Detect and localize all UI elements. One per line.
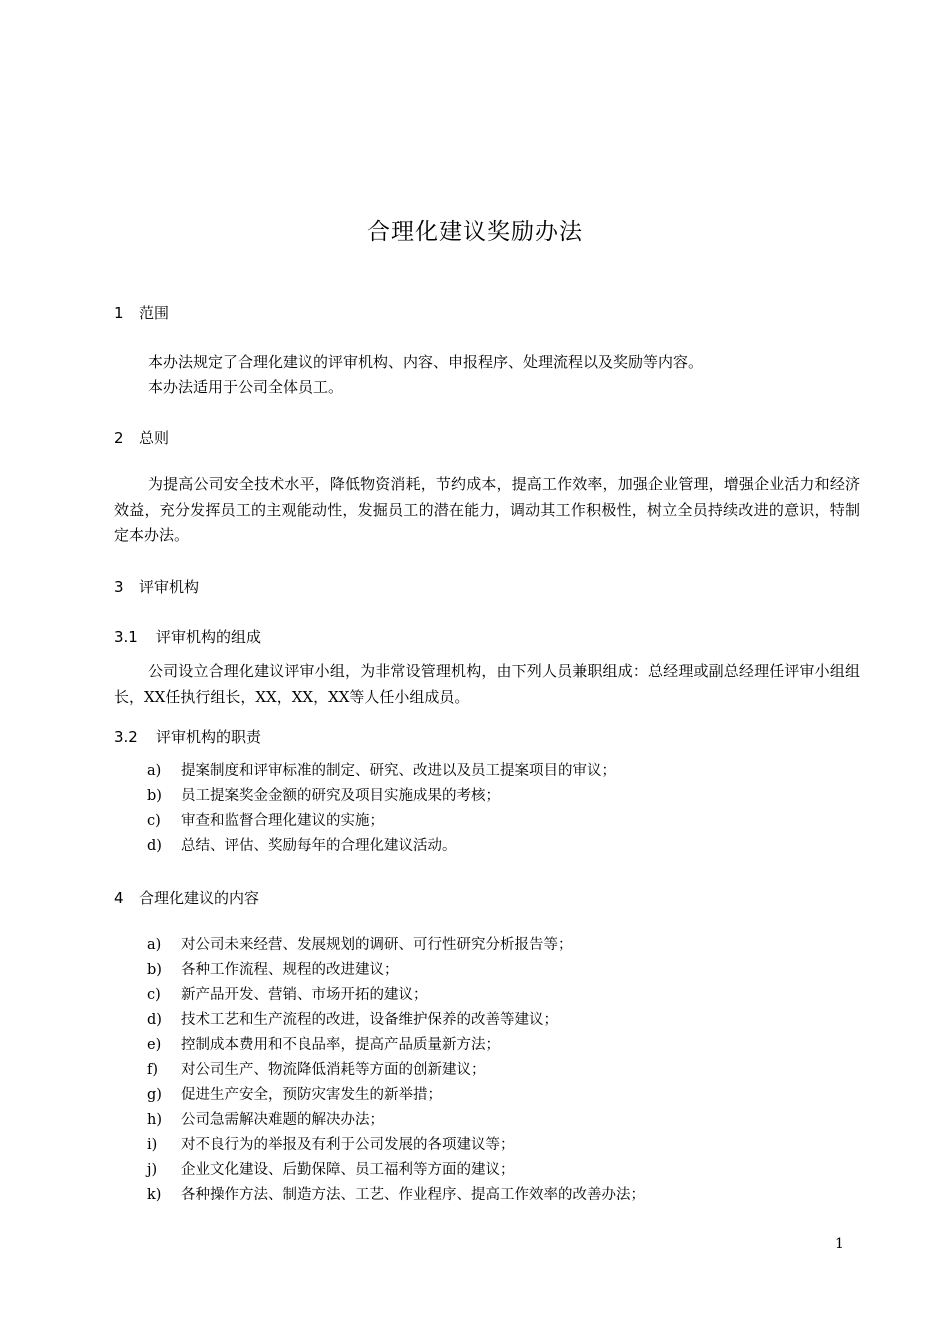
list-marker: d) bbox=[147, 1012, 162, 1028]
section-title: 评审机构的职责 bbox=[156, 728, 262, 746]
section-title: 合理化建议的内容 bbox=[139, 889, 260, 907]
list-item-text: 审查和监督合理化建议的实施； bbox=[181, 813, 384, 829]
list-marker: j) bbox=[147, 1162, 158, 1178]
list-item-text: 对公司未来经营、发展规划的调研、可行性研究分析报告等； bbox=[181, 937, 573, 953]
section-1-line-1: 本办法规定了合理化建议的评审机构、内容、申报程序、处理流程以及奖励等内容。 bbox=[148, 353, 704, 371]
list-item-text: 控制成本费用和不良品率，提高产品质量新方法； bbox=[181, 1037, 500, 1053]
section-1-line-2: 本办法适用于公司全体员工。 bbox=[148, 378, 344, 396]
list-marker: b) bbox=[147, 962, 162, 978]
section-3-2-list bbox=[147, 759, 616, 859]
list-marker: h) bbox=[147, 1112, 162, 1128]
list-item bbox=[147, 933, 645, 958]
section-title: 范围 bbox=[139, 304, 170, 322]
section-number: 4 bbox=[114, 889, 124, 907]
list-item-text: 对公司生产、物流降低消耗等方面的创新建议； bbox=[181, 1062, 486, 1078]
list-item bbox=[147, 1183, 645, 1208]
list-marker: d) bbox=[147, 838, 162, 854]
list-item-text: 总结、评估、奖励每年的合理化建议活动。 bbox=[181, 838, 457, 854]
list-item bbox=[147, 1108, 645, 1133]
list-item bbox=[147, 1133, 645, 1158]
section-3-heading bbox=[114, 576, 199, 597]
list-item bbox=[147, 759, 616, 784]
list-marker: a) bbox=[147, 937, 162, 953]
section-number: 3 bbox=[114, 578, 124, 596]
section-number: 1 bbox=[114, 304, 124, 322]
list-item bbox=[147, 809, 616, 834]
section-3-1-heading bbox=[114, 626, 261, 647]
list-item-text: 企业文化建设、后勤保障、员工福利等方面的建议； bbox=[181, 1162, 515, 1178]
list-marker: e) bbox=[147, 1037, 162, 1053]
list-item bbox=[147, 1058, 645, 1083]
list-item-text: 新产品开发、营销、市场开拓的建议； bbox=[181, 987, 428, 1003]
list-marker: c) bbox=[147, 813, 161, 829]
list-item-text: 员工提案奖金金额的研究及项目实施成果的考核； bbox=[181, 788, 500, 804]
section-3-2-heading bbox=[114, 726, 261, 747]
list-item bbox=[147, 784, 616, 809]
list-marker: b) bbox=[147, 788, 162, 804]
list-item-text: 提案制度和评审标准的制定、研究、改进以及员工提案项目的审议； bbox=[181, 763, 616, 779]
section-2-paragraph: 为提高公司安全技术水平，降低物资消耗，节约成本，提高工作效率，加强企业管理，增强企业活力和经济效益，充分发挥员工的主观能动性，发掘员工的潜在能力，调动其工作积极性，树立全员持续改进的意识，特制定本办法。 bbox=[114, 475, 860, 544]
list-item-text: 各种工作流程、规程的改进建议； bbox=[181, 962, 399, 978]
page-number: 1 bbox=[835, 1236, 844, 1252]
section-title: 评审机构 bbox=[139, 578, 200, 596]
list-marker: g) bbox=[147, 1087, 162, 1103]
list-item-text: 促进生产安全，预防灾害发生的新举措； bbox=[181, 1087, 442, 1103]
list-item bbox=[147, 1033, 645, 1058]
list-item bbox=[147, 958, 645, 983]
section-1-heading bbox=[114, 302, 169, 323]
list-item bbox=[147, 1008, 645, 1033]
section-title: 评审机构的组成 bbox=[156, 628, 262, 646]
list-item bbox=[147, 1083, 645, 1108]
list-marker: c) bbox=[147, 987, 161, 1003]
document-title: 合理化建议奖励办法 bbox=[367, 219, 583, 245]
list-marker: a) bbox=[147, 763, 162, 779]
section-2-heading bbox=[114, 427, 169, 448]
list-item bbox=[147, 1158, 645, 1183]
section-3-1-paragraph: 公司设立合理化建议评审小组，为非常设管理机构，由下列人员兼职组成：总经理或副总经理任评审小组组长，XX任执行组长，XX，XX，XX等人任小组成员。 bbox=[114, 662, 860, 706]
list-item-text: 技术工艺和生产流程的改进，设备维护保养的改善等建议； bbox=[181, 1012, 558, 1028]
section-title: 总则 bbox=[139, 429, 170, 447]
section-number: 3.2 bbox=[114, 728, 138, 746]
list-marker: f) bbox=[147, 1062, 159, 1078]
section-number: 2 bbox=[114, 429, 124, 447]
section-4-heading bbox=[114, 887, 259, 908]
section-4-list bbox=[147, 933, 645, 1208]
list-item-text: 各种操作方法、制造方法、工艺、作业程序、提高工作效率的改善办法； bbox=[181, 1187, 645, 1203]
section-number: 3.1 bbox=[114, 628, 138, 646]
list-marker: k) bbox=[147, 1187, 162, 1203]
list-item bbox=[147, 983, 645, 1008]
list-marker: i) bbox=[147, 1137, 158, 1153]
list-item-text: 公司急需解决难题的解决办法； bbox=[181, 1112, 384, 1128]
list-item bbox=[147, 834, 616, 859]
list-item-text: 对不良行为的举报及有利于公司发展的各项建议等； bbox=[181, 1137, 515, 1153]
